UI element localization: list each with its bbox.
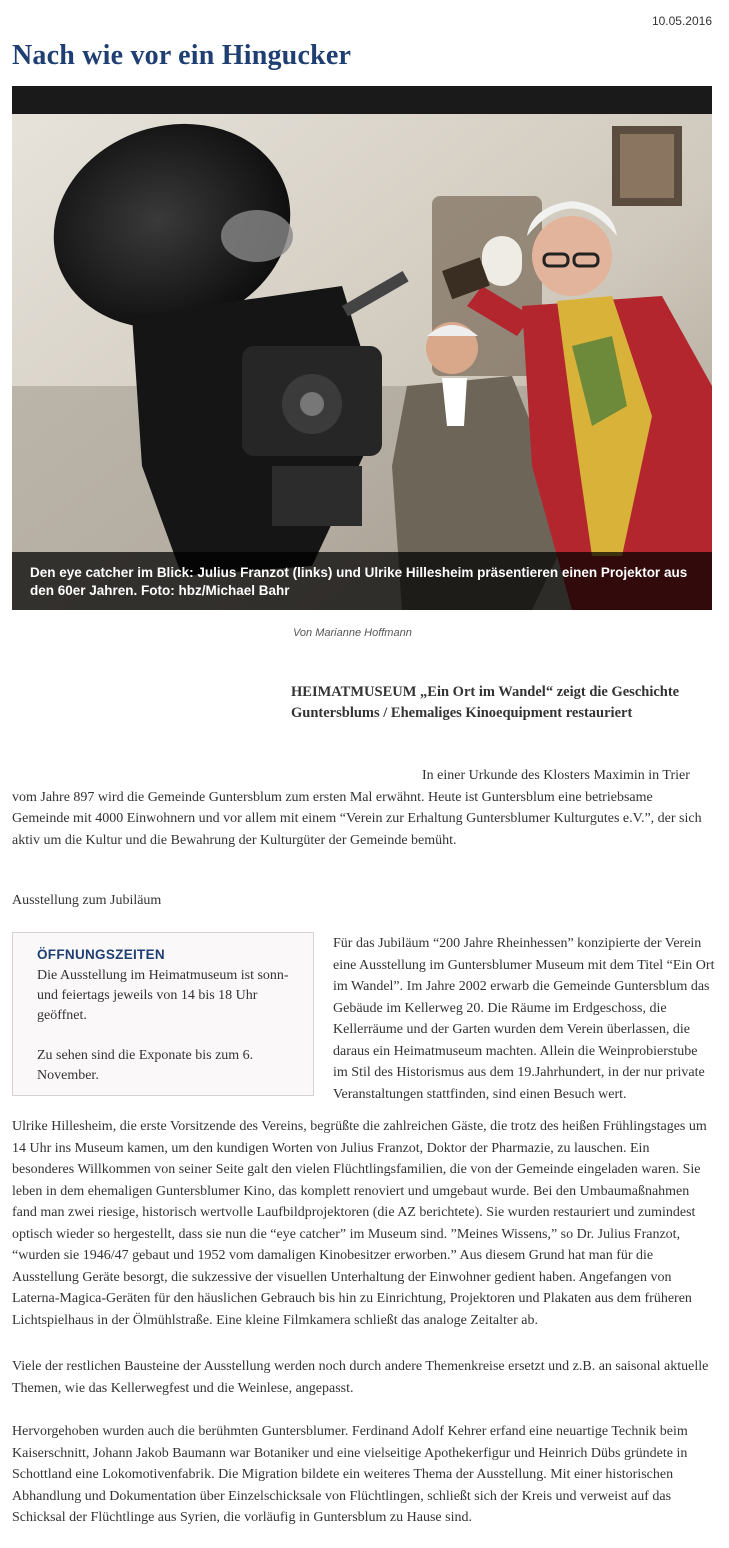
opening-hours-text: Die Ausstellung im Heimatmuseum ist sonn- und feiertags jeweils von 14 bis 18 Uhr geöffnet.: [37, 968, 289, 1023]
article-paragraph-2: Für das Jubiläum “200 Jahre Rheinhessen” konzipierte der Verein eine Ausstellung im Guntersblumer Museum mit dem Titel “Ein Ort im Wandel”. Im Jahre 2002 erwarb die Gemeinde Guntersblum das Gebäude im Kellerweg 20. Die Räume im Erdgeschoss, die Kellerräume und der Garten wurden dem Verein überlassen, die daraus ein Heimatmuseum machten. Allein die Weinprobierstube im Stil des Historismus aus dem 19.Jahrhundert, in der nur private Veranstaltungen stattfinden, sind einen Besuch wert.: [333, 936, 715, 1102]
article-paragraph-3: Ulrike Hillesheim, die erste Vorsitzende des Vereins, begrüßte die zahlreichen Gäste, die trotz des heißen Frühlingstages um 14 Uhr ins Museum kamen, um den kundigen Worten von Julius Franzot, Doktor der Pharmazie, zu lauschen. Ein besonderes Willkommen von seiner Seite galt den vielen Flüchtlingsfamilien, die von der Gemeinde eingeladen waren. Sie leben in dem ehemaligen Guntersblumer Kino, das komplett renoviert und umgebaut wurde. Bei den Umbaumaßnahmen fand man zwei riesige, historisch wertvolle Laufbildprojektoren (die AZ berichtete). Sie wurden restauriert und zumindest optisch wieder so hergestellt, dass sie nun die “eye catcher” im Museum sind. ”Meines Wissens,” so Dr. Julius Franzot, “wurden sie 1946/47 gebaut und 1952 vom damaligen Kinobesitzer erworben.” Aus diesem Grund hat man für die Ausstellung Geräte besorgt, die sukzessive der visuellen Unterhaltung der Einwohner gedient haben. Angefangen von Laterna-Magica-Geräten für den häuslichen Gebrauch bis hin zu Einrichtung, Projektoren und Plakaten aus dem früheren Lichtspielhaus in der Ölmühlstraße. Eine kleine Filmkamera schließt das analoge Zeitalter ab.: [12, 1119, 707, 1328]
article-date: 10.05.2016: [651, 14, 712, 28]
article-lead: HEIMATMUSEUM „Ein Ort im Wandel“ zeigt die Geschichte Guntersblums / Ehemaliges Kinoequipment restauriert: [291, 684, 680, 721]
exhibition-end-text: Zu sehen sind die Exponate bis zum 6. November.: [37, 1048, 254, 1083]
photo-caption: Den eye catcher im Blick: Julius Franzot (links) und Ulrike Hillesheim präsentieren einen Projektor aus den 60er Jahren. Foto: hbz/Michael Bahr: [12, 552, 712, 610]
opening-hours-box: [12, 932, 314, 1096]
opening-hours-title: ÖFFNUNGSZEITEN: [37, 947, 165, 962]
article-byline: Von Marianne Hoffmann: [293, 627, 412, 639]
projector-photo-illustration: [12, 86, 712, 610]
article-subheading: Ausstellung zum Jubiläum: [12, 893, 162, 908]
article-title: Nach wie vor ein Hingucker: [12, 40, 352, 71]
article-paragraph-1: In einer Urkunde des Klosters Maximin in Trier vom Jahre 897 wird die Gemeinde Guntersblum zum ersten Mal erwähnt. Heute ist Guntersblum eine betriebsame Gemeinde mit 4000 Einwohnern und vor allem mit einem “Verein zur Erhaltung Guntersblumer Kulturgutes e.V.”, der sich aktiv um die Kultur und die Bewahrung der Kulturgüter der Gemeinde bemüht.: [12, 768, 702, 848]
article-photo: [12, 86, 712, 610]
article-paragraph-4: Viele der restlichen Bausteine der Ausstellung werden noch durch andere Themenkreise ersetzt und z.B. an saisonal aktuelle Themen, wie das Kellerwegfest und die Weinlese, angepasst.: [12, 1359, 709, 1396]
article-paragraph-5: Hervorgehoben wurden auch die berühmten Guntersblumer. Ferdinand Adolf Kehrer erfand eine neuartige Technik beim Kaiserschnitt, Johann Jakob Baumann war Botaniker und eine vielseitige Apothekerfigur und Heinrich Dübs gründete in Schottland eine Lokomotivenfabrik. Die Migration bildete ein weiteres Thema der Ausstellung. Mit einer historischen Abhandlung und Dokumentation über Einzelschicksale von Flüchtlingen, schließt sich der Kreis und verweist auf das Schicksal der Flüchtlinge aus Syrien, die vorläufig in Guntersblum zu Hause sind.: [12, 1424, 688, 1525]
